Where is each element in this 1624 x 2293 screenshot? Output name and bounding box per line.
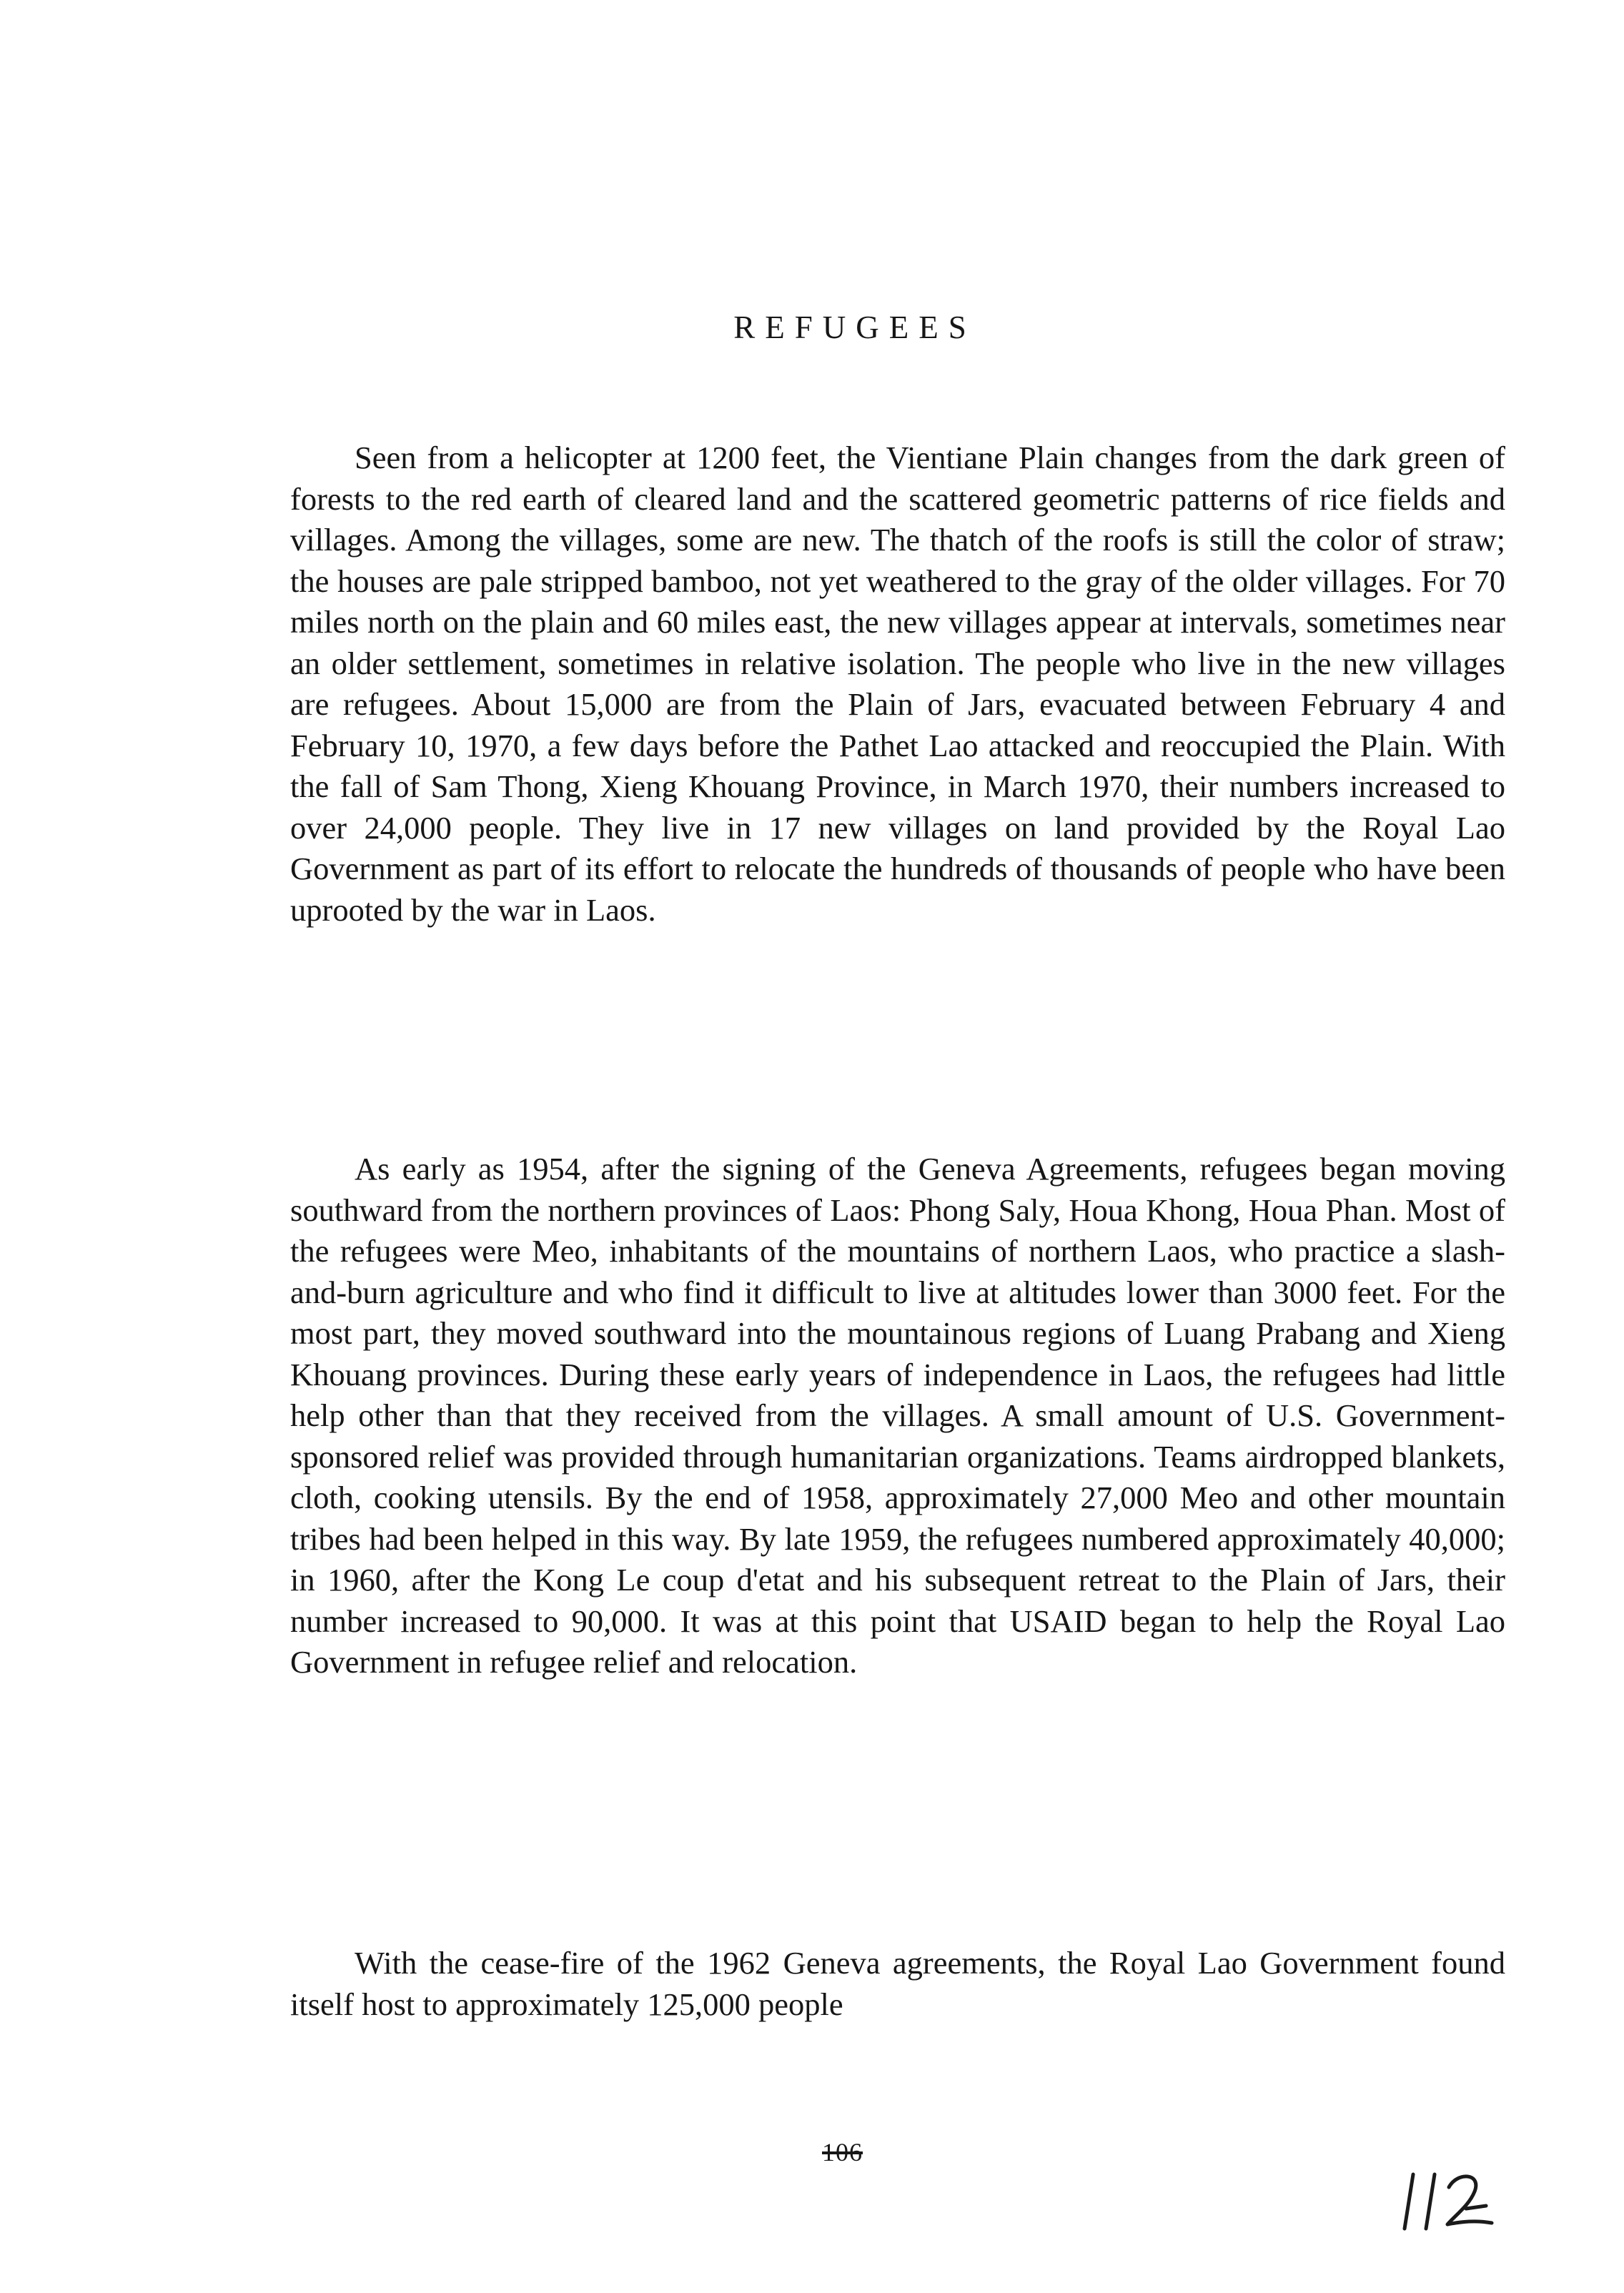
paragraph-3: With the cease-fire of the 1962 Geneva agreements, the Royal Lao Government found itself host to approximately 125,000 people <box>290 1945 1505 2022</box>
page-title: REFUGEES <box>733 309 976 345</box>
paragraph-2: As early as 1954, after the signing of the Geneva Agreements, refugees began moving southward from the northern provinces of Laos: Phong Saly, Houa Khong, Houa Phan. Most of the refugees were Meo, inhabitants of the mountains of northern Laos, who practice a slash-and-burn agriculture and who find it difficult to live at altitudes lower than 3000 feet. For the most part, they moved southward into the mountainous regions of Luang Prabang and Xieng Khouang provinces. During these early years of independence in Laos, the refugees had little help other than that they received from the villages. A small amount of U.S. Government-sponsored relief was provided through humanitarian organizations. Teams airdropped blankets, cloth, cooking utensils. By the end of 1958, approximately 27,000 Meo and other mountain tribes had been helped in this way. By late 1959, the refugees numbered approximately 40,000; in 1960, after the Kong Le coup d'etat and his subsequent retreat to the Plain of Jars, their number increased to 90,000. It was at this point that USAID began to help the Royal Lao Government in refugee relief and relocation. <box>290 1151 1505 1680</box>
paragraph-1: Seen from a helicopter at 1200 feet, the Vientiane Plain changes from the dark green of forests to the red earth of cleared land and the scattered geometric patterns of rice fields and villages. Among the villages, some are new. The thatch of the roofs is still the color of straw; the houses are pale stripped bamboo, not yet weathered to the gray of the older villages. For 70 miles north on the plain and 60 miles east, the new villages appear at intervals, sometimes near an older settlement, sometimes in relative isolation. The people who live in the new villages are refugees. About 15,000 are from the Plain of Jars, evacuated between February 4 and February 10, 1970, a few days before the Pathet Lao attacked and reoccupied the Plain. With the fall of Sam Thong, Xieng Khouang Province, in March 1970, their numbers increased to over 24,000 people. They live in 17 new villages on land provided by the Royal Lao Government as part of its effort to relocate the hundreds of thousands of people who have been uprooted by the war in Laos. <box>290 440 1505 928</box>
page-number: 106 <box>822 2138 863 2166</box>
handwritten-page-number <box>1397 2166 1497 2237</box>
